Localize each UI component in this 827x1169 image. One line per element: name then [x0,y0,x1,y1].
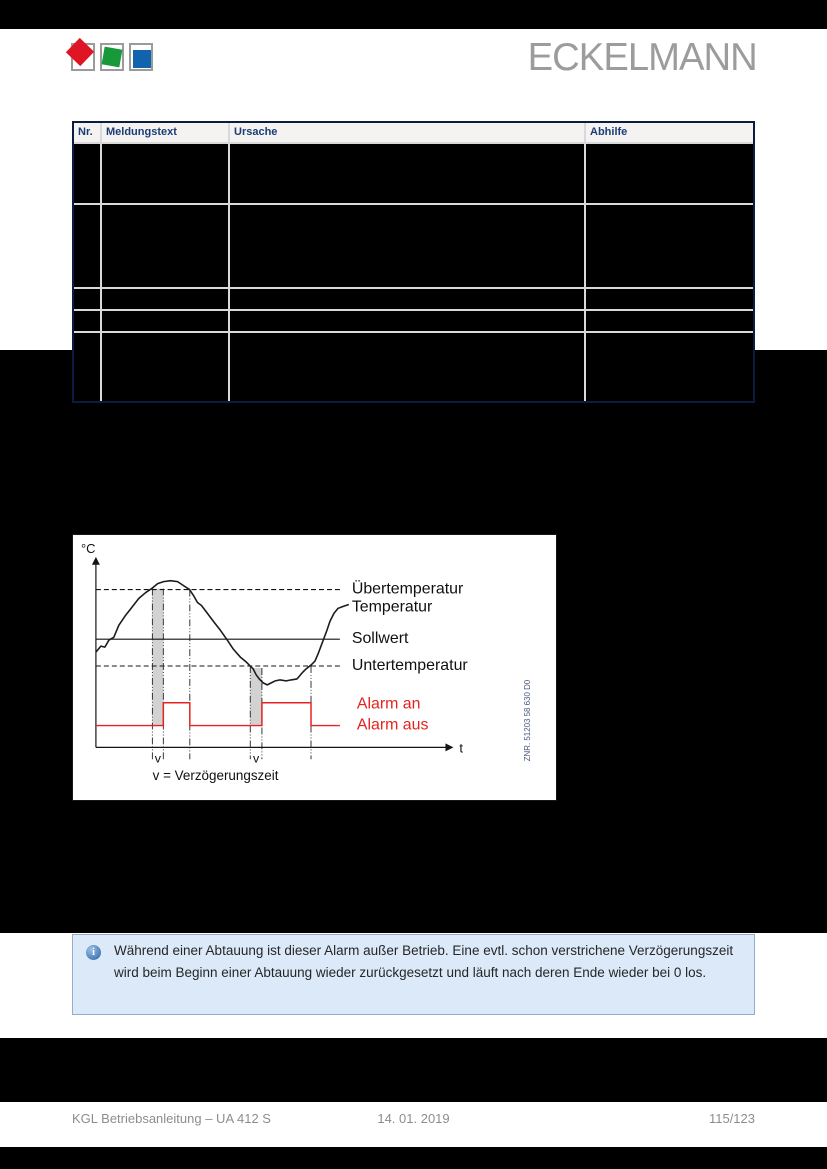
redacted-cell [586,289,753,309]
alarm-signal [96,703,340,726]
temperature-series-label: Temperatur [351,598,433,616]
redacted-cell [586,333,753,401]
redaction-strip-bottom [0,1147,827,1169]
info-note [72,934,755,1015]
table-header-row [74,123,753,142]
footer-document-title: KGL Betriebsanleitung – UA 412 S [72,1111,271,1126]
blue-square-icon [133,50,151,68]
redacted-cell [586,144,753,203]
info-icon: i [86,945,101,960]
redacted-cell [102,311,228,331]
eckelmann-logo-icon [71,43,153,71]
redacted-cell [230,333,584,401]
column-header-nr: Nr. [74,123,100,142]
diagram-caption: v = Verzögerungszeit [152,768,279,784]
table-row [74,289,753,309]
alarm-off-label: Alarm aus [356,716,429,734]
ref-line-label: Übertemperatur [351,580,464,598]
alarm-on-label: Alarm an [356,695,421,713]
redacted-cell [74,333,100,401]
temperature-alarm-diagram [72,534,557,801]
green-square-icon [102,47,123,68]
delay-band [250,668,262,726]
logo-box-green [100,43,124,71]
x-axis-arrow-icon [445,743,453,751]
column-header-meldungstext: Meldungstext [102,123,228,142]
brand-wordmark: ECKELMANN [527,36,757,79]
x-axis-unit-label: t [459,740,463,756]
redacted-cell [102,144,228,203]
table-row [74,144,753,203]
column-header-abhilfe: Abhilfe [586,123,753,142]
redacted-cell [102,289,228,309]
column-header-ursache: Ursache [230,123,584,142]
y-axis-unit-label: °C [80,540,96,556]
redacted-cell [230,144,584,203]
drawing-number-watermark: ZNR. 51203 58 630 D0 [523,679,533,762]
redaction-strip-top [0,0,827,29]
table-row [74,311,753,331]
info-note-text: Während einer Abtauung ist dieser Alarm außer Betrieb. Eine evtl. schon verstrichene Verzögerungszeit wird beim Beginn einer Abtauung wieder zurückgesetzt und läuft nach deren Ende wieder bei 0 los. [114,943,734,981]
redacted-cell [74,144,100,203]
table-row [74,333,753,401]
ref-line-label: Sollwert [351,630,409,648]
red-square-icon [66,38,94,66]
table-row [74,205,753,287]
footer-page-number: 115/123 [708,1111,755,1126]
redacted-cell [230,205,584,287]
logo-box-red [71,43,95,71]
redacted-cell [586,205,753,287]
redacted-cell [74,311,100,331]
delay-symbol-label: v [252,751,260,766]
redacted-cell [230,311,584,331]
message-table [72,121,755,403]
footer-date: 14. 01. 2019 [377,1111,450,1126]
redaction-block-lower [0,1038,827,1102]
redacted-cell [74,205,100,287]
ref-line-label: Untertemperatur [351,657,468,674]
delay-symbol-label: v [154,751,161,766]
logo-box-blue [129,43,153,71]
diagram-canvas [73,535,556,800]
redacted-cell [102,205,228,287]
y-axis-arrow-icon [92,557,100,565]
delay-band [152,589,163,726]
redacted-cell [102,333,228,401]
redacted-cell [74,289,100,309]
redacted-cell [230,289,584,309]
redacted-cell [586,311,753,331]
